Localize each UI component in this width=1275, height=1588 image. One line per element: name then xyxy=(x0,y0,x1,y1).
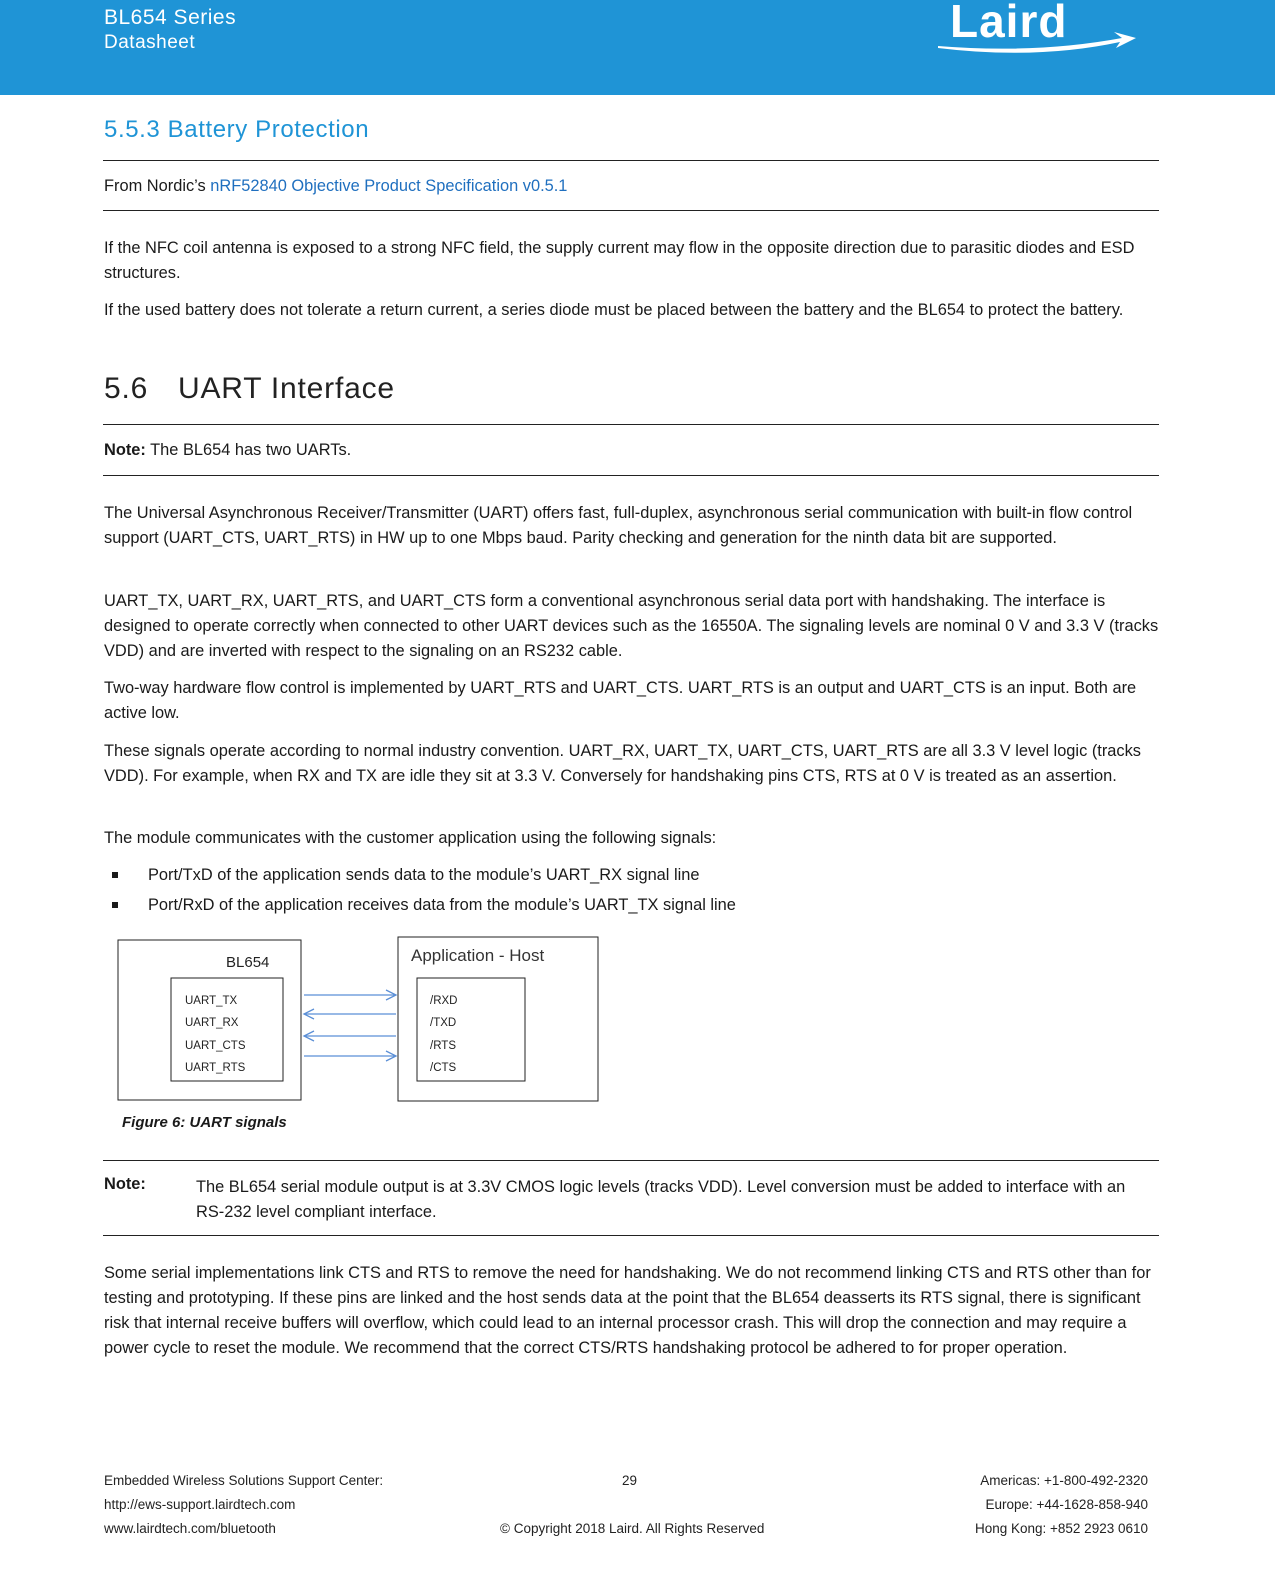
note-text: The BL654 has two UARTs. xyxy=(145,441,352,459)
module-pin: UART_CTS xyxy=(185,1040,246,1052)
source-prefix: From Nordic’s xyxy=(104,177,211,195)
list-item-text: Port/TxD of the application sends data to the module’s UART_RX signal line xyxy=(148,866,700,884)
module-label: BL654 xyxy=(226,954,270,971)
module-pin: UART_RX xyxy=(185,1017,239,1029)
rule xyxy=(103,1235,1159,1236)
uart-paragraph-1: The Universal Asynchronous Receiver/Transmitter (UART) offers fast, full-duplex, asynchronous serial communication with built-in flow control support (UART_CTS, UART_RTS) in HW up to one Mbps baud. Parity checking and generation for the ninth data bit are supported. xyxy=(104,504,1133,547)
header-doc-type: Datasheet xyxy=(104,32,196,53)
section-title: UART Interface xyxy=(178,372,395,405)
page-number: 29 xyxy=(622,1473,638,1488)
footer-hongkong: Hong Kong: +852 2923 0610 xyxy=(974,1521,1148,1536)
list-item-text: Port/RxD of the application receives data from the module’s UART_TX signal line xyxy=(148,896,736,914)
battery-paragraph-2: If the used battery does not tolerate a return current, a series diode must be placed between the battery and the BL654 to protect the battery. xyxy=(104,301,1124,319)
uart-paragraph-4: These signals operate according to normal industry convention. UART_RX, UART_TX, UART_CTS, UART_RTS are all 3.3 V level logic (tracks VDD). For example, when RX and TX are idle they sit at 3.3 V. Conversely for handshaking pins CTS, RTS at 0 V is treated as an assertion. xyxy=(104,742,1141,785)
source-link[interactable]: nRF52840 Objective Product Specification v0.5.1 xyxy=(210,177,568,195)
note-label: Note: xyxy=(104,1175,146,1193)
footer-copyright: © Copyright 2018 Laird. All Rights Reserved xyxy=(500,1521,765,1536)
host-pin: /CTS xyxy=(430,1062,457,1074)
host-pin: /RXD xyxy=(430,995,458,1007)
footer-americas: Americas: +1-800-492-2320 xyxy=(980,1473,1148,1488)
uart-paragraph-5: The module communicates with the customer application using the following signals: xyxy=(104,829,717,847)
footer-europe: Europe: +44-1628-858-940 xyxy=(985,1497,1148,1512)
note-text: The BL654 serial module output is at 3.3V CMOS logic levels (tracks VDD). Level conversion must be added to interface with an RS-232 level compliant interface. xyxy=(196,1178,1126,1221)
footer-bluetooth-url[interactable]: www.lairdtech.com/bluetooth xyxy=(104,1521,276,1536)
footer-right xyxy=(900,1469,1148,1541)
footer-left xyxy=(104,1469,383,1541)
uart-paragraph-2: UART_TX, UART_RX, UART_RTS, and UART_CTS form a conventional asynchronous serial data port with handshaking. The interface is designed to operate correctly when connected to other UART devices such as the 16550A. The signaling levels are nominal 0 V and 3.3 V (tracks VDD) and are inverted with respect to the signaling on an RS232 cable. xyxy=(104,592,1159,660)
note-label: Note: xyxy=(104,441,146,459)
battery-paragraph-1: If the NFC coil antenna is exposed to a strong NFC field, the supply current may flow in the opposite direction due to parasitic diodes and ESD structures. xyxy=(104,239,1135,282)
closing-paragraph: Some serial implementations link CTS and RTS to remove the need for handshaking. We do not recommend linking CTS and RTS other than for testing and prototyping. If these pins are linked and the host sends data at the point that the BL654 deasserts its RTS signal, there is significant risk that internal receive buffers will overflow, which could lead to an internal processor crash. This will drop the connection and may require a power cycle to reset the module. We recommend that the correct CTS/RTS handshaking protocol be adhered to for proper operation. xyxy=(104,1264,1151,1357)
section-number: 5.6 xyxy=(104,372,149,405)
figure-caption: Figure 6: UART signals xyxy=(122,1114,287,1131)
module-pin: UART_RTS xyxy=(185,1062,246,1074)
module-pin: UART_TX xyxy=(185,995,238,1007)
host-pin: /TXD xyxy=(430,1017,457,1029)
section-heading-battery-protection: 5.5.3 Battery Protection xyxy=(104,116,370,143)
uart-paragraph-3: Two-way hardware flow control is implemented by UART_RTS and UART_CTS. UART_RTS is an output and UART_CTS is an input. Both are active low. xyxy=(104,679,1137,722)
footer-support-url[interactable]: http://ews-support.lairdtech.com xyxy=(104,1497,296,1512)
header-series: BL654 Series xyxy=(104,6,237,29)
rule xyxy=(103,1160,1159,1161)
host-pin: /RTS xyxy=(430,1040,456,1052)
footer-support-center: Embedded Wireless Solutions Support Center: xyxy=(104,1473,384,1488)
logo-text: Laird xyxy=(950,0,1068,47)
host-label: Application - Host xyxy=(411,946,545,965)
